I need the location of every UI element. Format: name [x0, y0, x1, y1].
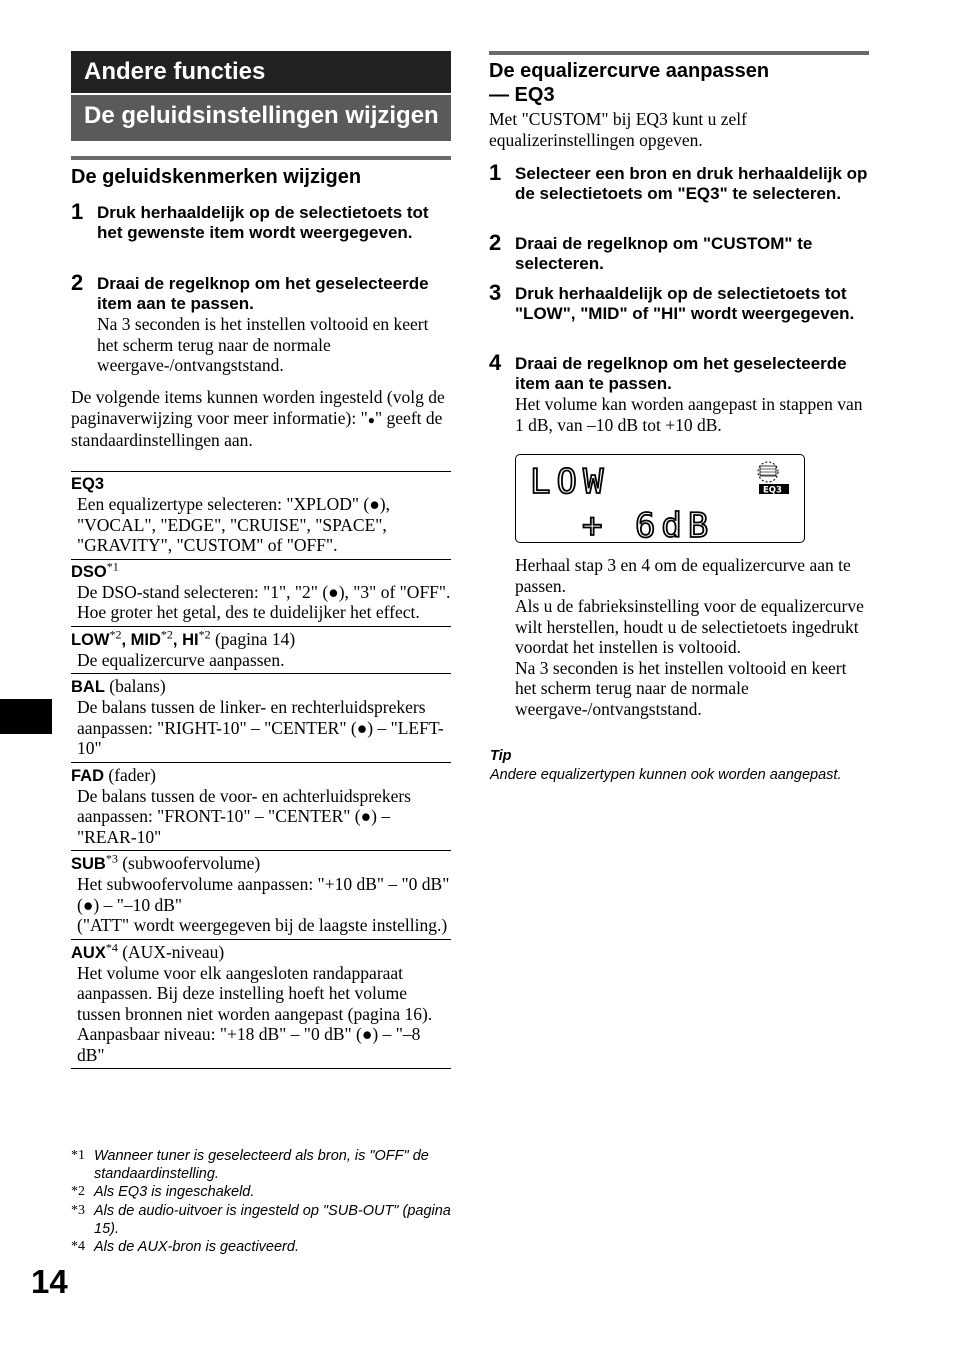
footnote-ref: *3: [105, 851, 118, 866]
setting-description: Het subwoofervolume aanpassen: "+10 dB" – "0 dB" (●) – "–10 dB": [77, 874, 450, 915]
lcd-line-1: LOW: [530, 462, 610, 502]
step-instruction: Draai de regelknop om "CUSTOM" te selecteren.: [515, 234, 813, 273]
page-number: 14: [31, 1263, 68, 1300]
step-number: 1: [71, 199, 84, 224]
footnote: [71, 1147, 451, 1183]
setting-key: FAD: [71, 766, 104, 785]
footnote: [71, 1183, 451, 1201]
right-step-4: [489, 350, 874, 435]
setting-description: De equalizercurve aanpassen.: [77, 649, 285, 670]
step-number: 3: [489, 280, 502, 305]
step-number: 2: [489, 230, 502, 255]
step-number: 4: [489, 350, 502, 375]
setting-key: SUB: [71, 855, 106, 873]
setting-note: (pagina 14): [210, 628, 296, 649]
right-step-2: [489, 230, 869, 274]
setting-key: AUX: [71, 943, 106, 962]
section-rule: [71, 156, 451, 160]
setting-item-low-mid-hi: [71, 627, 451, 675]
section-rule: [489, 51, 869, 55]
right-intro: Met "CUSTOM" bij EQ3 kunt u zelf equalizerinstellingen opgeven.: [489, 109, 747, 150]
setting-key: BAL: [71, 678, 105, 696]
right-heading-line1: De equalizercurve aanpassen: [489, 60, 770, 82]
tip-text: Andere equalizertypen kunnen ook worden aangepast.: [490, 767, 842, 783]
setting-key: , MID: [121, 630, 161, 649]
step-number: 1: [489, 160, 502, 185]
setting-description-extra: Aanpasbaar niveau: "+18 dB" – "0 dB" (●) – "–8 dB": [77, 1024, 421, 1065]
step-instruction: Selecteer een bron en druk herhaaldelijk op de selectietoets om "EQ3" te selecteren.: [515, 164, 868, 203]
step-body: Het volume kan worden aangepast in stappen van 1 dB, van –10 dB tot +10 dB.: [515, 394, 863, 435]
lcd-line-2: + 6dB: [582, 506, 715, 541]
section-title: Andere functies: [71, 51, 451, 93]
setting-key: EQ3: [71, 475, 105, 493]
page-title: De geluidsinstellingen wijzigen: [71, 95, 451, 141]
setting-note: (AUX-niveau): [117, 941, 225, 962]
footnotes: [71, 1147, 451, 1256]
footnote-text: Als EQ3 is ingeschakeld.: [94, 1184, 255, 1201]
default-dot: ●: [367, 412, 376, 427]
step-instruction: Druk herhaaldelijk op de selectietoets tot "LOW", "MID" of "HI" wordt weergegeven.: [515, 284, 855, 323]
setting-description: De balans tussen de linker- en rechterluidsprekers aanpassen: "RIGHT-10" – "CENTER" (●) – "LEFT-10": [77, 697, 444, 758]
footnote-mark: *1: [71, 1148, 85, 1163]
step-instruction: Draai de regelknop om het geselecteerde item aan te passen.: [515, 354, 847, 393]
footnote-ref: *4: [105, 940, 118, 954]
right-step-1: [489, 160, 869, 204]
after-display-para: Herhaal stap 3 en 4 om de equalizercurve aan te passen.: [515, 555, 851, 596]
step-instruction: Draai de regelknop om het geselecteerde item aan te passen.: [97, 274, 429, 313]
chapter-tab: [0, 699, 52, 734]
intro-text: De volgende items kunnen worden ingesteld (volg de paginaverwijzing voor meer informatie): ": [71, 387, 445, 428]
after-display-text: [515, 555, 870, 719]
settings-table: [71, 471, 451, 1069]
setting-key: DSO: [71, 562, 107, 581]
right-step-3: [489, 280, 869, 324]
footnote-ref: *2: [109, 627, 122, 641]
after-display-para: Na 3 seconden is het instellen voltooid en keert het scherm terug naar de normale weergave-/ontvangststand.: [515, 657, 847, 719]
after-display-para: Als u de fabrieksinstelling voor de equalizercurve wilt herstellen, houdt u de selectietoets ingedrukt voordat het instellen is voltooid.: [515, 596, 864, 657]
title-block: [71, 51, 451, 141]
eq-badge: EQ3: [763, 485, 782, 496]
setting-item-eq3: [71, 472, 451, 560]
setting-note: (balans): [104, 676, 166, 696]
footnote-ref: *1: [106, 559, 119, 573]
left-step-2: [71, 270, 451, 376]
footnote-mark: *4: [71, 1239, 85, 1255]
footnote-text: Als de audio-uitvoer is ingesteld op "SUB-OUT" (pagina 15).: [94, 1202, 451, 1237]
right-heading: [489, 59, 769, 107]
footnote-mark: *3: [71, 1202, 85, 1218]
footnote: [71, 1202, 451, 1238]
setting-note: (subwoofervolume): [117, 853, 261, 873]
footnote-ref: *2: [160, 627, 173, 641]
footnote-text: Als de AUX-bron is geactiveerd.: [94, 1239, 299, 1256]
setting-item-sub: [71, 851, 451, 940]
setting-item-aux: [71, 940, 451, 1070]
setting-description: Een equalizertype selecteren: "XPLOD" (●), "VOCAL", "EDGE", "CRUISE", "SPACE", "GRAVITY", "CUSTOM" of "OFF".: [77, 494, 390, 555]
setting-description-extra: ("ATT" wordt weergegeven bij de laagste instelling.): [77, 915, 448, 935]
step-instruction: Druk herhaaldelijk op de selectietoets tot het gewenste item wordt weergegeven.: [97, 203, 429, 242]
setting-description: Het volume voor elk aangesloten randapparaat aanpassen. Bij deze instelling hoeft het volume tussen bronnen niet worden aangepast (pagina 16).: [77, 962, 433, 1024]
setting-item-fad: [71, 763, 451, 852]
lcd-graphic: [516, 455, 803, 541]
footnote-ref: *2: [198, 627, 211, 641]
setting-item-bal: [71, 674, 451, 763]
setting-item-dso: [71, 560, 451, 627]
right-heading-line2: — EQ3: [489, 84, 555, 106]
step-body: Na 3 seconden is het instellen voltooid en keert het scherm terug naar de normale weergave-/ontvangststand.: [97, 314, 429, 375]
intro-text-end: " geeft de standaardinstellingen aan.: [71, 407, 443, 450]
left-step-1: [71, 199, 451, 243]
lcd-display: [515, 454, 805, 543]
items-intro: [71, 387, 456, 451]
setting-description: De DSO-stand selecteren: "1", "2" (●), "3" of "OFF". Hoe groter het getal, des te duidelijker het effect.: [77, 581, 451, 622]
setting-description: De balans tussen de voor- en achterluidsprekers aanpassen: "FRONT-10" – "CENTER" (●) – "REAR-10": [77, 785, 411, 847]
tip-box: [490, 747, 870, 785]
footnote-text: Wanneer tuner is geselecteerd als bron, is "OFF" de standaardinstelling.: [94, 1148, 429, 1183]
eq-indicator-icon: [758, 462, 789, 496]
footnote-mark: *2: [71, 1184, 85, 1200]
setting-key: , HI: [172, 630, 199, 649]
step-number: 2: [71, 270, 84, 295]
left-heading: De geluidskenmerken wijzigen: [71, 166, 362, 188]
setting-key: LOW: [71, 630, 110, 649]
footnote: [71, 1238, 451, 1256]
setting-note: (fader): [104, 764, 156, 785]
tip-label: Tip: [490, 748, 512, 764]
